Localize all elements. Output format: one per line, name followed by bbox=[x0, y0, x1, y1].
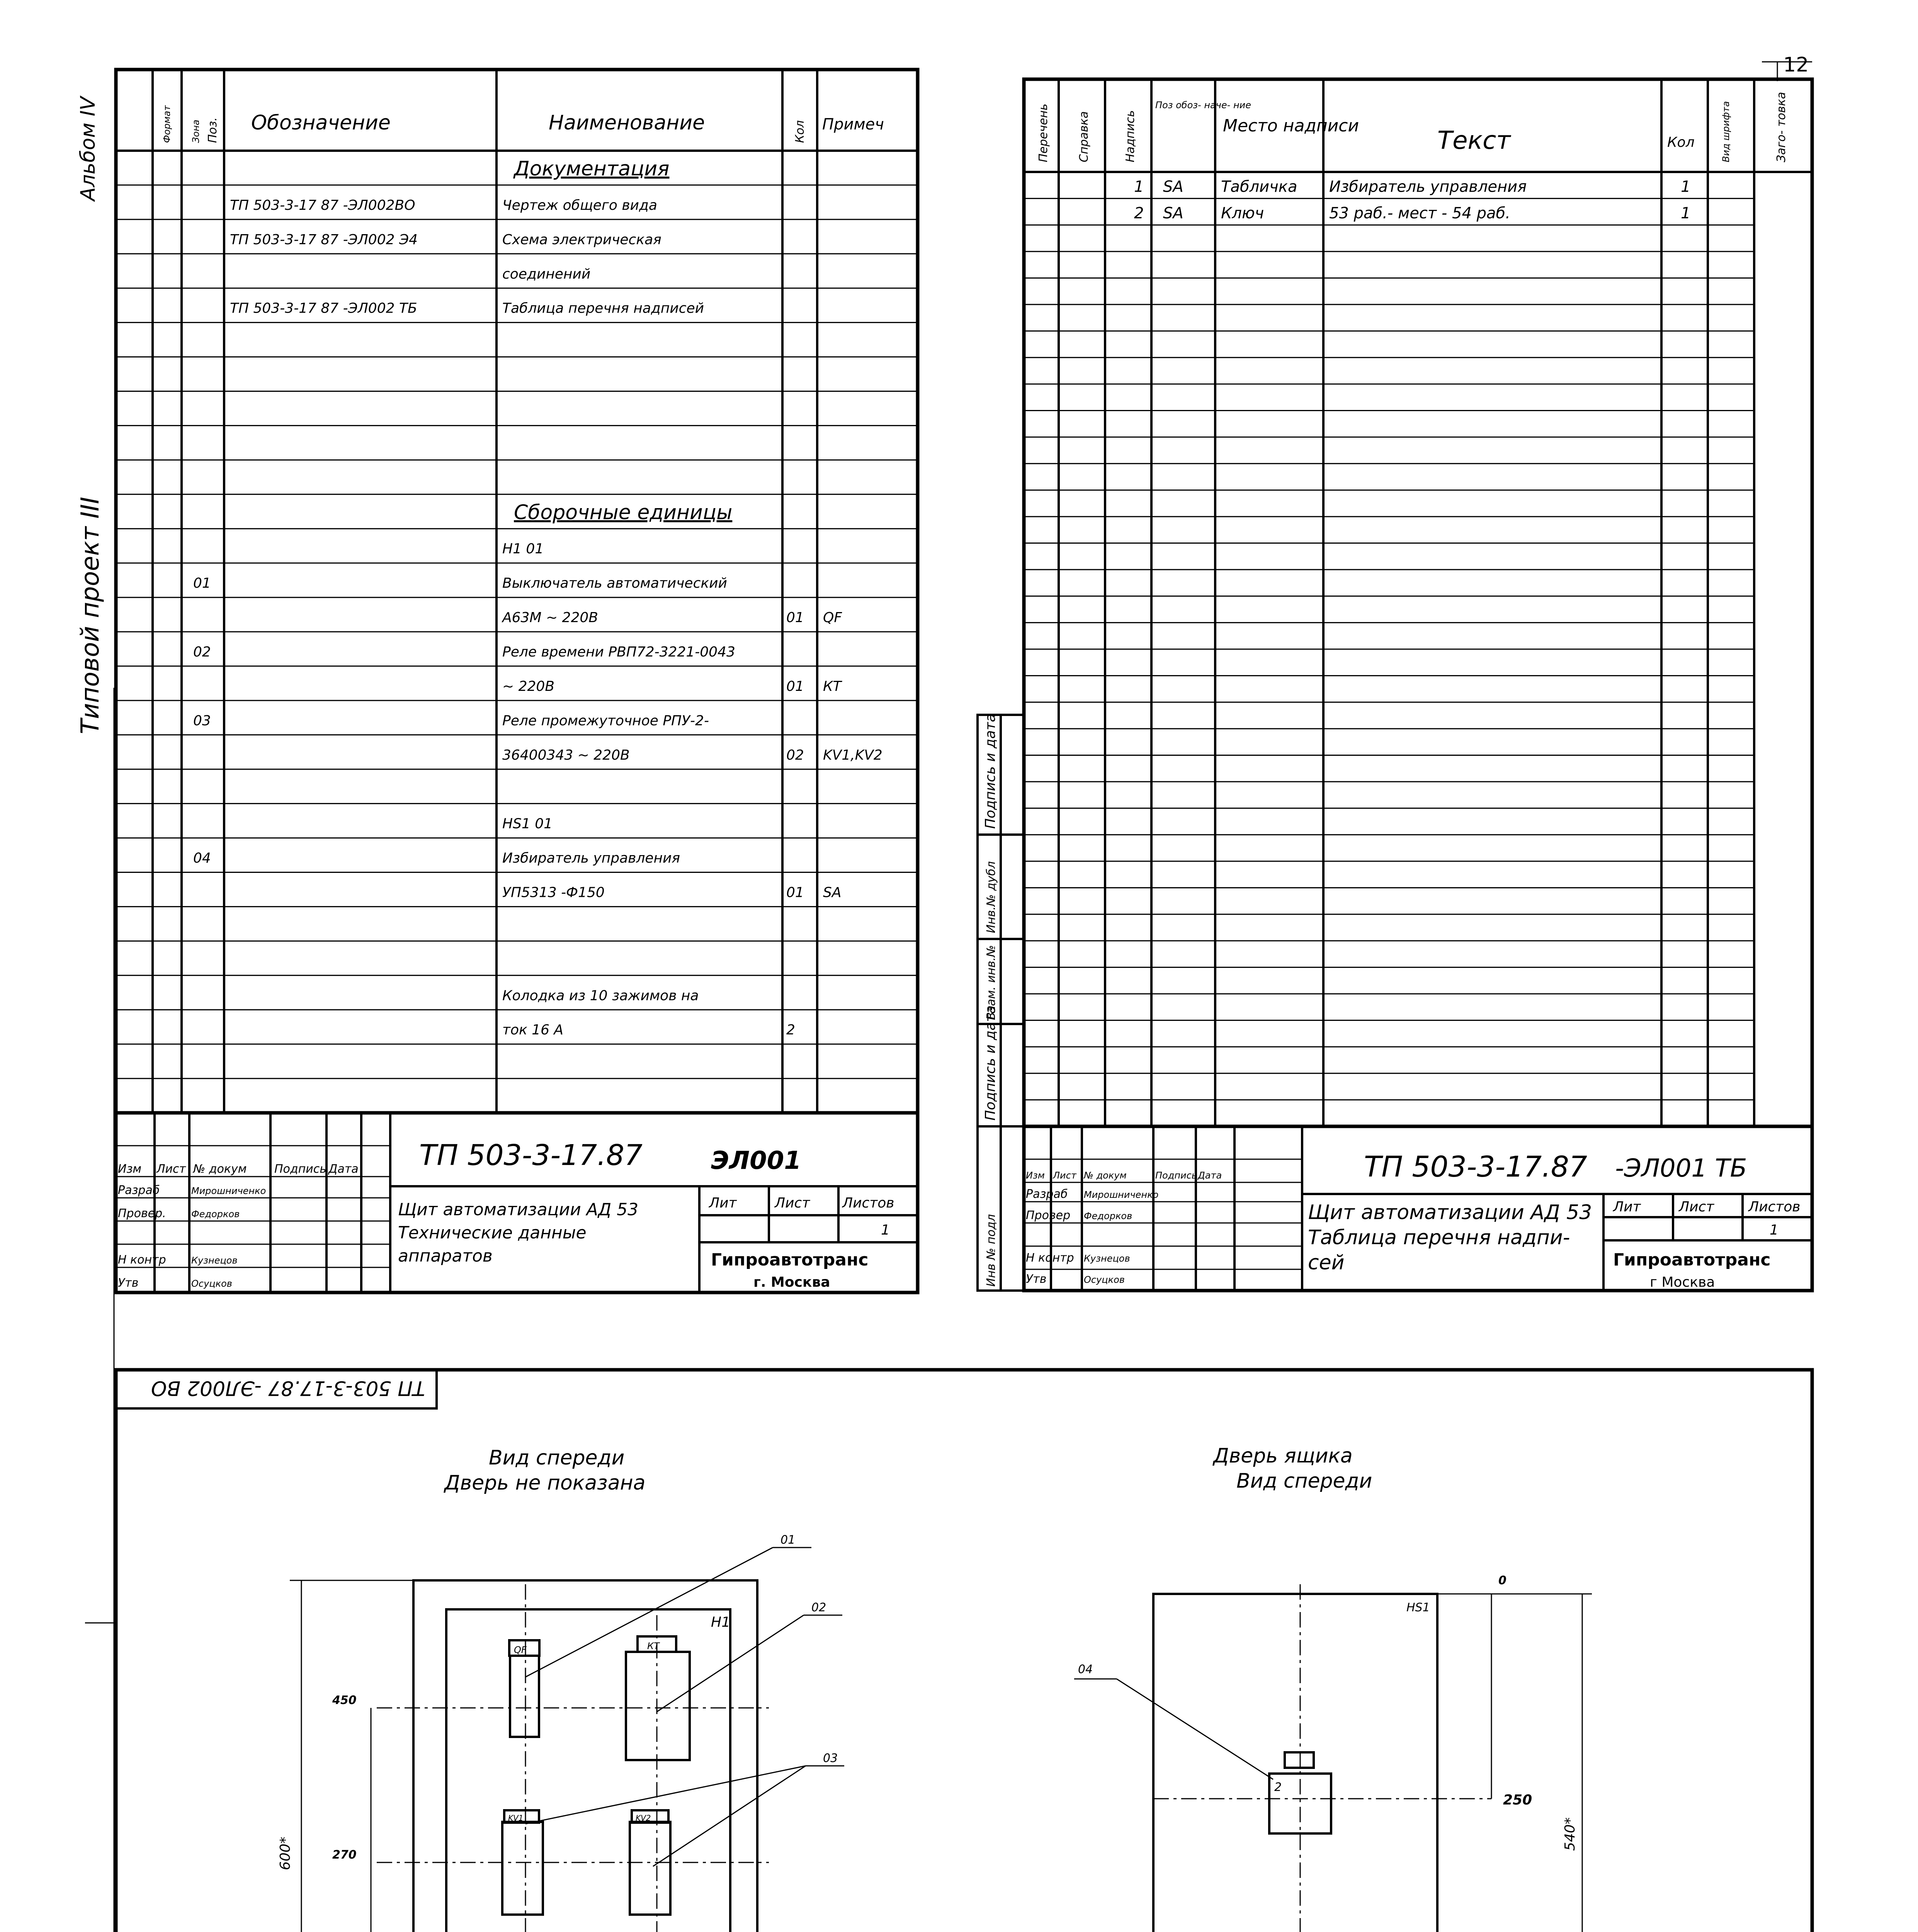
device-kv2 bbox=[630, 1822, 670, 1915]
spec-city: г. Москва bbox=[753, 1274, 830, 1290]
album-label: Альбом IV bbox=[77, 96, 100, 201]
insc-header-poz: Поз обоз- наче- ние bbox=[1155, 100, 1251, 111]
device-kv1 bbox=[502, 1822, 543, 1915]
spec-qty-row-13: 01 bbox=[786, 610, 804, 626]
device-qf bbox=[510, 1656, 539, 1737]
insc-tb-col-4: Дата bbox=[1198, 1170, 1222, 1181]
spec-name-row-1: Чертеж общего вида bbox=[502, 197, 657, 213]
dim-270: 270 bbox=[332, 1848, 357, 1862]
spec-name-row-2: Схема электрическая bbox=[502, 231, 661, 248]
insc-mesto-row-0: Табличка bbox=[1221, 178, 1297, 196]
device-label-kt: КТ bbox=[647, 1641, 660, 1651]
spec-name-row-3: соединений bbox=[502, 266, 591, 282]
spec-tb-role-1: Провер. bbox=[118, 1207, 166, 1220]
insc-sheets-value: 1 bbox=[1770, 1222, 1779, 1238]
insc-doc-code: ТП 503-3-17.87 bbox=[1364, 1150, 1587, 1184]
spec-tb-col-0: Изм bbox=[118, 1162, 142, 1176]
item-2: 2 bbox=[1274, 1781, 1282, 1794]
insc-tb-person-1: Федорков bbox=[1084, 1211, 1132, 1221]
spec-sheet-label: Лист bbox=[775, 1195, 810, 1211]
spec-qty-row-21: 01 bbox=[786, 884, 804, 901]
device-label-kv2: KV2 bbox=[636, 1813, 651, 1823]
insc-side-strip bbox=[978, 714, 1024, 1291]
spec-tb-role-0: Разраб bbox=[118, 1184, 160, 1197]
insc-doc-number: -ЭЛ001 ТБ bbox=[1615, 1154, 1747, 1183]
panel-label-h1: Н1 bbox=[711, 1614, 730, 1630]
dim-450: 450 bbox=[332, 1694, 357, 1707]
spec-tb-role-4: Утв bbox=[118, 1276, 139, 1290]
spec-tb-person-4: Осуцков bbox=[191, 1278, 232, 1289]
spec-name-row-16: Реле промежуточное РПУ-2- bbox=[502, 713, 709, 729]
front-view bbox=[277, 1446, 844, 1932]
spec-qty-row-15: 01 bbox=[786, 678, 804, 694]
spec-name-row-24: Колодка из 10 зажимов на bbox=[502, 988, 699, 1004]
general-view-sheet bbox=[116, 1370, 1812, 1932]
spec-name-row-10: Сборочные единицы bbox=[514, 501, 733, 524]
panel-label-hs1: НS1 bbox=[1406, 1601, 1430, 1614]
spec-designation-row-4: ТП 503-3-17 87 -ЭЛ002 ТБ bbox=[230, 300, 417, 316]
spec-name-row-20: Избиратель управления bbox=[502, 850, 680, 866]
door-view bbox=[1074, 1444, 1592, 1932]
spec-title-line-3: аппаратов bbox=[398, 1246, 493, 1266]
callout-04: 04 bbox=[1078, 1663, 1093, 1676]
spec-org: Гипроавтотранс bbox=[711, 1250, 869, 1270]
door-view-subtitle: Вид спереди bbox=[1236, 1469, 1372, 1493]
spec-title-line-2: Технические данные bbox=[398, 1223, 587, 1243]
device-label-kv1: KV1 bbox=[508, 1813, 524, 1823]
insc-qty-row-1: 1 bbox=[1681, 204, 1691, 223]
callout-02: 02 bbox=[811, 1601, 826, 1614]
insc-tb-col-1: Лист bbox=[1053, 1170, 1076, 1181]
spec-note-row-15: КТ bbox=[823, 678, 842, 694]
spec-pos-row-20: 04 bbox=[193, 850, 211, 866]
spec-pos-row-12: 01 bbox=[193, 575, 211, 592]
insc-text-row-1: 53 раб.- мест - 54 раб. bbox=[1329, 204, 1510, 223]
spec-name-row-11: Н1 01 bbox=[502, 541, 544, 557]
spec-header-name: Наименование bbox=[549, 111, 705, 134]
inscriptions-sheet bbox=[978, 79, 1812, 1291]
spec-note-row-17: KV1,KV2 bbox=[823, 747, 882, 763]
insc-tb-role-0: Разраб bbox=[1026, 1187, 1068, 1201]
insc-title-line-2: Таблица перечня надпи- bbox=[1308, 1226, 1570, 1249]
spec-doc-number: ЭЛ001 bbox=[711, 1146, 801, 1175]
front-view-title: Вид спереди bbox=[489, 1446, 625, 1469]
insc-tb-person-0: Мирошниченко bbox=[1084, 1189, 1159, 1200]
insc-tb-col-2: № докум bbox=[1084, 1170, 1127, 1181]
insc-title-block bbox=[1024, 1126, 1812, 1291]
door-view-title: Дверь ящика bbox=[1213, 1444, 1353, 1468]
door-panel bbox=[1153, 1594, 1437, 1932]
side-label-sign-date-2: Подпись и дата bbox=[983, 1005, 998, 1121]
front-view-subtitle: Дверь не показана bbox=[444, 1471, 646, 1495]
spec-tb-col-2: № докум bbox=[193, 1162, 247, 1176]
insc-header-perech: Перечень bbox=[1037, 104, 1050, 162]
insc-header-blank: Заго- товка bbox=[1775, 92, 1788, 162]
specification-sheet bbox=[116, 70, 918, 1293]
project-label: Типовой проект III bbox=[76, 497, 105, 734]
insc-lit-label: Лит bbox=[1613, 1199, 1641, 1215]
insc-title-line-3: сей bbox=[1308, 1251, 1345, 1274]
spec-header-pos: Поз. bbox=[206, 117, 219, 143]
insc-nadpis-row-1: 2 bbox=[1134, 204, 1144, 223]
side-label-inv-dup: Взам. инв.№ bbox=[985, 945, 998, 1020]
insc-title-line-1: Щит автоматизации АД 53 bbox=[1308, 1201, 1592, 1224]
spec-name-row-17: 36400343 ~ 220В bbox=[502, 747, 630, 763]
insc-sheets-label: Листов bbox=[1748, 1199, 1801, 1215]
spec-qty-row-17: 02 bbox=[786, 747, 804, 763]
spec-name-row-25: ток 16 А bbox=[502, 1022, 564, 1038]
spec-name-row-14: Реле времени РВП72-3221-0043 bbox=[502, 644, 735, 660]
dim-height-600: 600* bbox=[277, 1837, 293, 1870]
dim-540: 540* bbox=[1562, 1817, 1578, 1851]
spec-note-row-21: SA bbox=[823, 884, 842, 901]
spec-name-row-4: Таблица перечня надписей bbox=[502, 300, 704, 316]
spec-tb-role-3: Н контр bbox=[118, 1253, 166, 1267]
insc-tb-col-3: Подпись bbox=[1155, 1170, 1197, 1181]
spec-designation-row-1: ТП 503-3-17 87 -ЭЛ002ВО bbox=[230, 197, 415, 213]
spec-note-row-13: QF bbox=[823, 610, 842, 626]
insc-tb-role-1: Провер bbox=[1026, 1209, 1071, 1222]
spec-header-format: Формат bbox=[162, 105, 172, 143]
spec-pos-row-14: 02 bbox=[193, 644, 211, 660]
insc-tb-role-4: Утв bbox=[1026, 1272, 1047, 1286]
insc-header-spravka: Справка bbox=[1077, 111, 1091, 162]
spec-doc-code: ТП 503-3-17.87 bbox=[419, 1139, 643, 1172]
insc-header-qty: Кол bbox=[1667, 134, 1695, 150]
spec-name-row-0: Документация bbox=[514, 157, 670, 181]
dim-250: 250 bbox=[1503, 1792, 1532, 1808]
spec-pos-row-16: 03 bbox=[193, 713, 211, 729]
spec-sheets-label: Листов bbox=[842, 1195, 894, 1211]
insc-org: Гипроавтотранс bbox=[1613, 1250, 1771, 1270]
spec-header-designation: Обозначение bbox=[251, 111, 391, 134]
spec-qty-row-25: 2 bbox=[786, 1022, 795, 1038]
insc-nadpis-row-0: 1 bbox=[1134, 178, 1144, 196]
callout-01: 01 bbox=[780, 1533, 796, 1547]
insc-header-nadpis: Надпись bbox=[1124, 110, 1137, 162]
enclosure-inner bbox=[446, 1609, 730, 1932]
insc-header-text: Текст bbox=[1437, 126, 1511, 155]
spec-header-qty: Кол bbox=[793, 120, 807, 143]
side-label-inv-subst: Инв.№ дубл bbox=[985, 861, 998, 933]
device-label-qf: QF bbox=[514, 1645, 527, 1655]
insc-header-mesto: Место надписи bbox=[1223, 116, 1359, 136]
insc-tb-person-3: Кузнецов bbox=[1084, 1253, 1130, 1264]
insc-tb-role-3: Н контр bbox=[1026, 1251, 1074, 1265]
spec-name-row-21: УП5313 -Ф150 bbox=[502, 884, 605, 901]
spec-tb-person-3: Кузнецов bbox=[191, 1255, 238, 1266]
dim-top-0: 0 bbox=[1498, 1574, 1507, 1587]
insc-poz-row-1: SA bbox=[1163, 204, 1183, 223]
spec-tb-person-0: Мирошниченко bbox=[191, 1185, 266, 1196]
spec-name-row-13: А63М ~ 220В bbox=[502, 610, 598, 626]
spec-title-line-1: Щит автоматизации АД 53 bbox=[398, 1200, 639, 1219]
insc-sheet-label: Лист bbox=[1679, 1199, 1714, 1215]
enclosure-outer bbox=[413, 1580, 757, 1932]
side-label-sign-date-1: Подпись и дата bbox=[983, 713, 998, 829]
spec-name-row-12: Выключатель автоматический bbox=[502, 575, 727, 592]
insc-poz-row-0: SA bbox=[1163, 178, 1183, 196]
corner-stamp: ТП 503-3-17.87 -ЭЛ002 ВО bbox=[151, 1376, 425, 1400]
callout-03: 03 bbox=[823, 1752, 838, 1765]
spec-tb-col-1: Лист bbox=[156, 1162, 186, 1176]
spec-sheets-value: 1 bbox=[881, 1222, 890, 1238]
insc-city: г Москва bbox=[1650, 1274, 1715, 1290]
insc-tb-person-4: Осуцков bbox=[1084, 1274, 1125, 1285]
spec-header-note: Примеч bbox=[822, 116, 884, 133]
spec-header-zone: Зона bbox=[190, 119, 201, 143]
device-kt bbox=[626, 1652, 690, 1760]
side-label-inv-orig: Инв № подл bbox=[985, 1214, 998, 1287]
spec-title-block bbox=[116, 1113, 918, 1293]
page-number: 12 bbox=[1783, 53, 1809, 77]
spec-lit-label: Лит bbox=[709, 1195, 737, 1211]
spec-name-row-19: НS1 01 bbox=[502, 816, 553, 832]
insc-header-font: Вид шрифта bbox=[1721, 101, 1731, 162]
spec-name-row-15: ~ 220В bbox=[502, 678, 555, 694]
insc-qty-row-0: 1 bbox=[1681, 178, 1691, 196]
insc-text-row-0: Избиратель управления bbox=[1329, 178, 1527, 196]
spec-tb-col-4: Дата bbox=[328, 1162, 359, 1176]
spec-tb-col-3: Подпись bbox=[274, 1162, 326, 1176]
insc-mesto-row-1: Ключ bbox=[1221, 204, 1264, 223]
spec-designation-row-2: ТП 503-3-17 87 -ЭЛ002 Э4 bbox=[230, 231, 418, 248]
insc-tb-col-0: Изм bbox=[1026, 1170, 1045, 1181]
spec-tb-person-1: Федорков bbox=[191, 1209, 240, 1219]
